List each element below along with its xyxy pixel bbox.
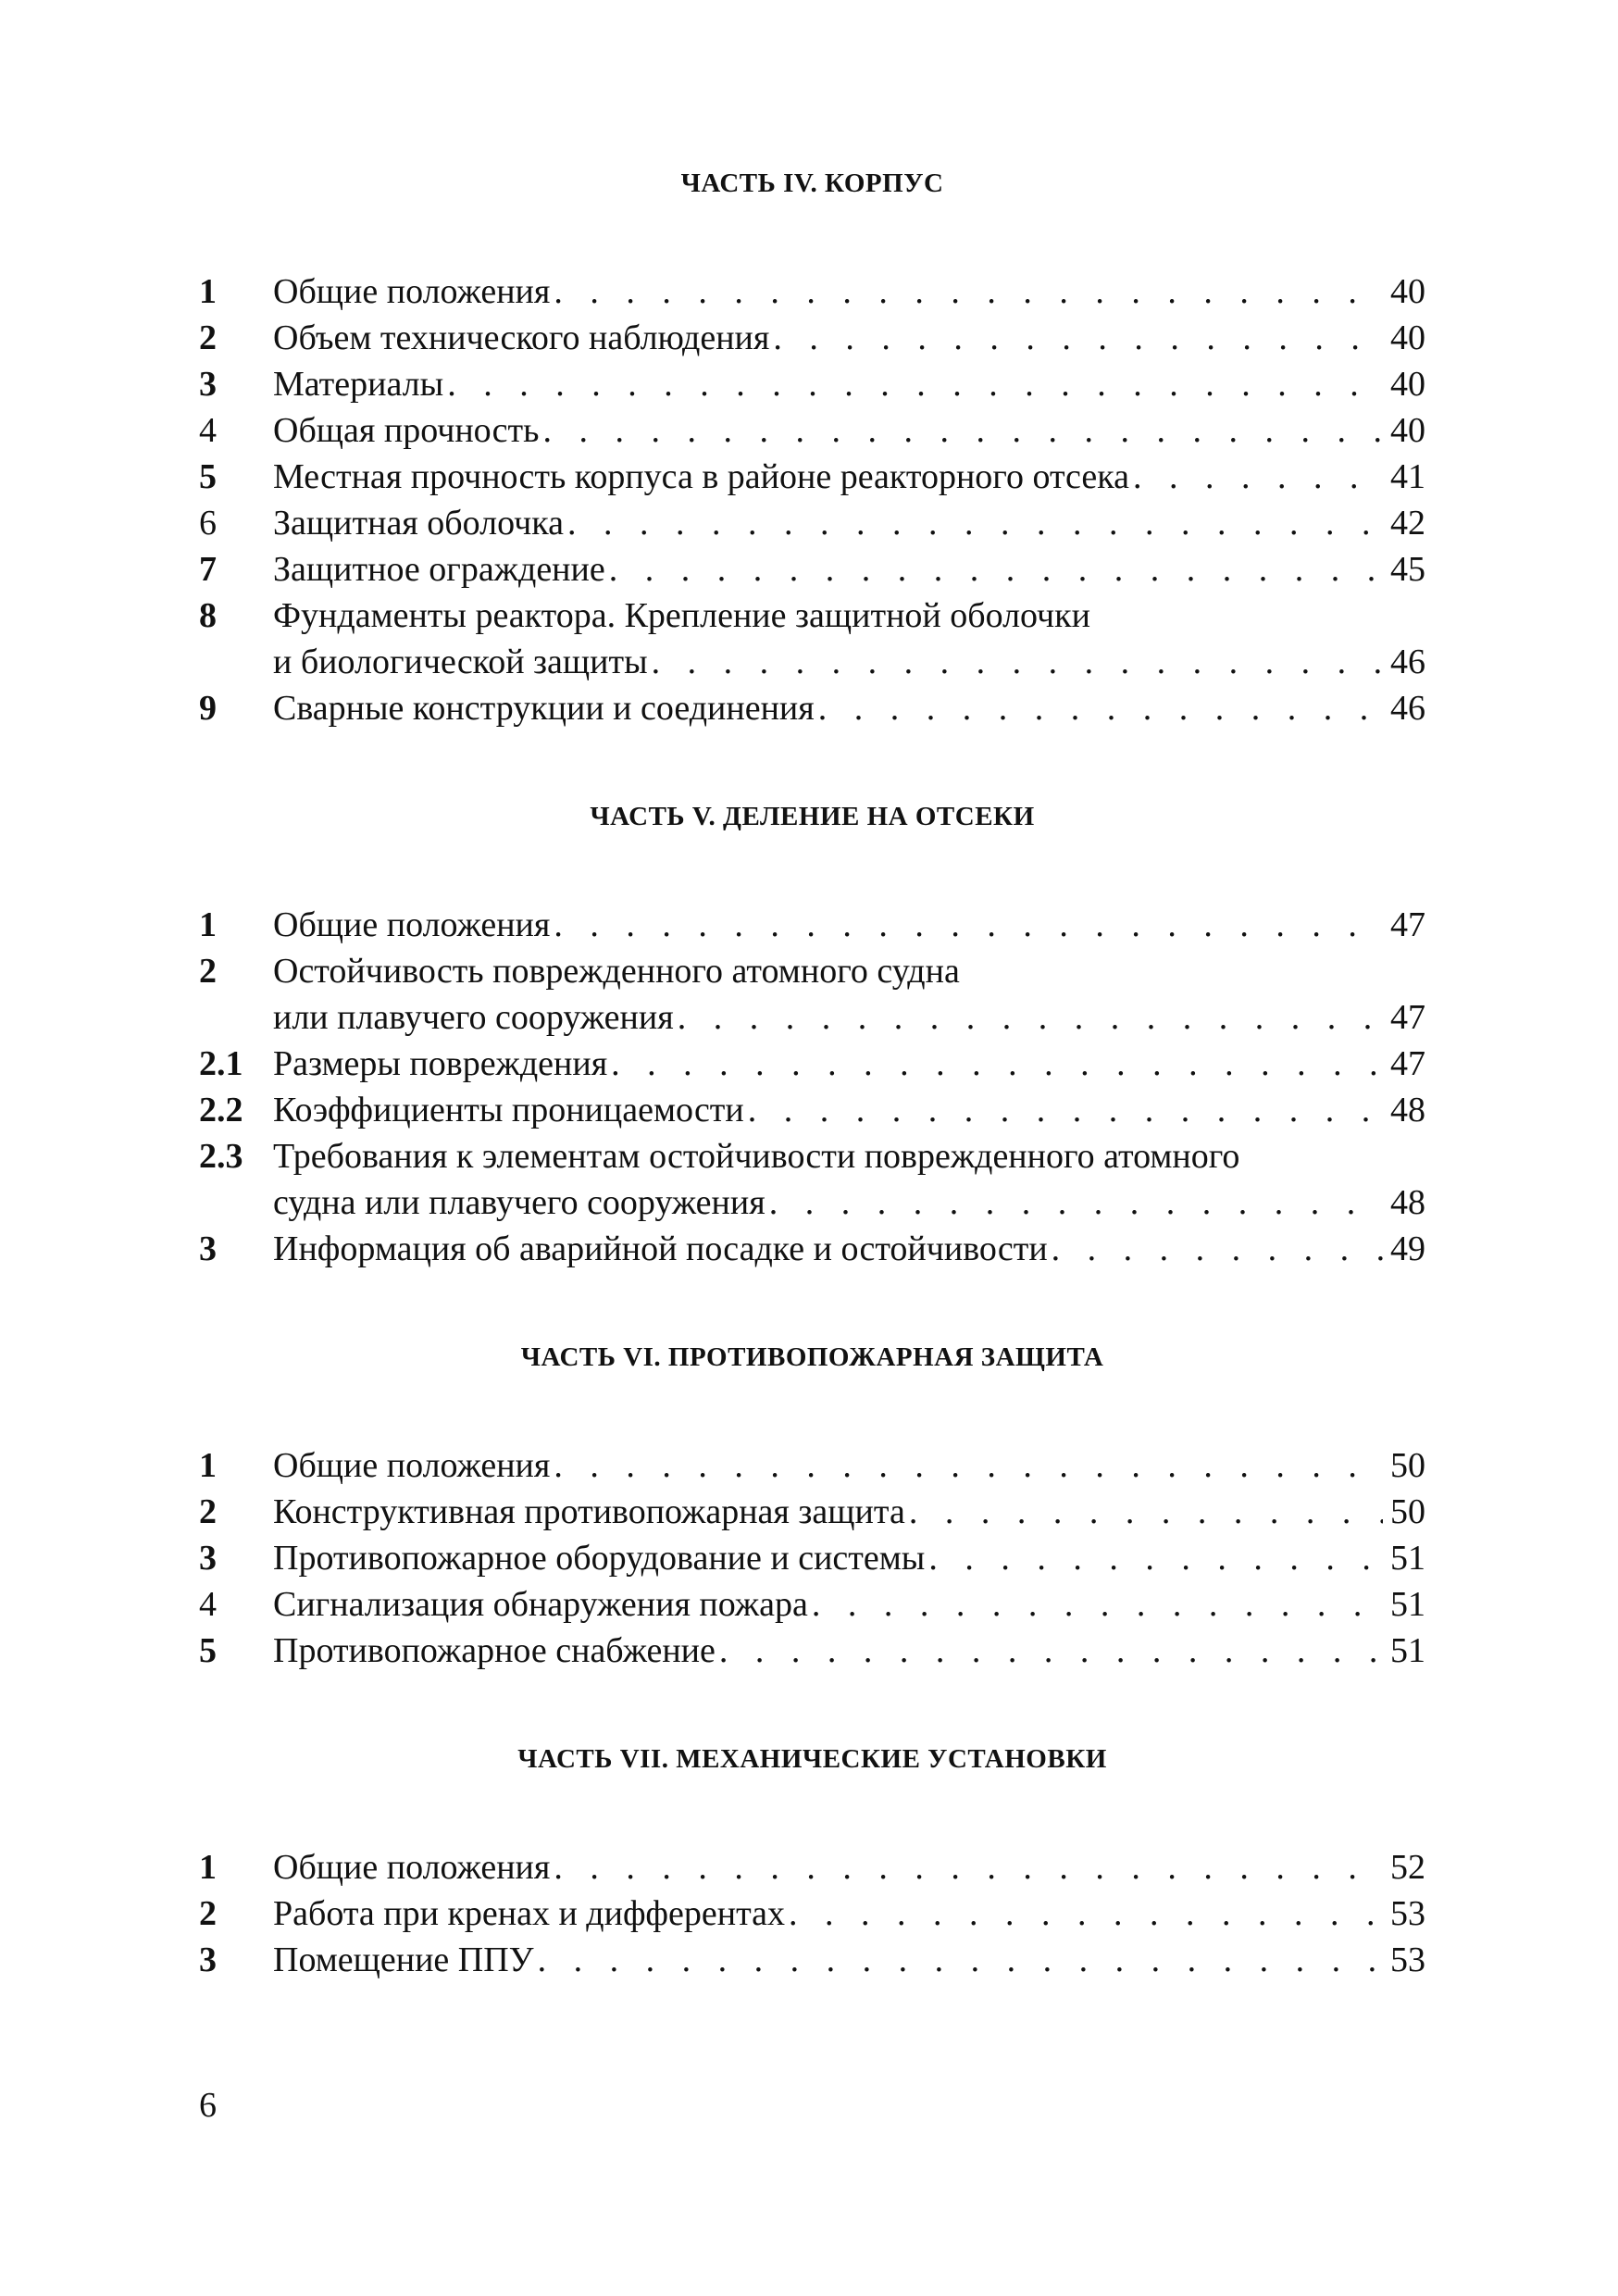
toc-entry-title: Информация об аварийной посадке и остойчивости xyxy=(273,1229,1048,1268)
toc-entry-body xyxy=(273,1087,1425,1133)
toc-entry-body xyxy=(273,1890,1425,1937)
toc-entry[interactable] xyxy=(199,454,1425,500)
toc-page-number: 40 xyxy=(1390,411,1425,450)
dot-leader xyxy=(678,994,1383,1041)
toc-entry-body xyxy=(273,1133,1425,1226)
dot-leader xyxy=(1133,454,1383,500)
toc-entry-number: 2.3 xyxy=(199,1137,243,1176)
toc-page-number: 48 xyxy=(1390,1183,1425,1222)
toc-entry[interactable] xyxy=(199,315,1425,361)
toc-entry-line xyxy=(273,1535,1425,1581)
toc-entry-number: 2 xyxy=(199,952,217,991)
toc-entry-line xyxy=(273,454,1425,500)
toc-page-number: 40 xyxy=(1390,272,1425,311)
toc-page-number: 48 xyxy=(1390,1091,1425,1129)
toc-entry-number: 8 xyxy=(199,596,217,635)
toc-entry-title: и биологической защиты xyxy=(273,643,648,681)
toc-entry-title: Общие положения xyxy=(273,1848,551,1887)
toc-entry[interactable] xyxy=(199,902,1425,948)
dot-leader xyxy=(812,1581,1383,1628)
dot-leader xyxy=(719,1628,1383,1674)
toc-entry-line xyxy=(273,1226,1425,1272)
toc-entry-title: или плавучего сооружения xyxy=(273,998,674,1037)
toc-entry-title: Объем технического наблюдения xyxy=(273,318,770,357)
toc-entry-title: Общая прочность xyxy=(273,411,540,450)
toc-entry[interactable] xyxy=(199,500,1425,546)
toc-part xyxy=(199,1339,1425,1674)
part-title: ЧАСТЬ V. ДЕЛЕНИЕ НА ОТСЕКИ xyxy=(590,802,1035,831)
toc-entry-body xyxy=(273,1581,1425,1628)
toc-entry[interactable] xyxy=(199,1087,1425,1133)
dot-leader xyxy=(554,1442,1383,1489)
toc-entry-line xyxy=(273,1628,1425,1674)
toc-entry-line xyxy=(273,1489,1425,1535)
toc-entry-body xyxy=(273,454,1425,500)
dot-leader xyxy=(818,685,1383,731)
toc-entry-number: 3 xyxy=(199,1940,217,1979)
toc-entry-body xyxy=(273,1442,1425,1489)
toc-page-number: 50 xyxy=(1390,1446,1425,1485)
toc-entry-title: Коэффициенты проницаемости xyxy=(273,1091,744,1129)
dot-leader xyxy=(542,407,1383,454)
toc-entry[interactable] xyxy=(199,948,1425,1041)
toc-entry-title: Остойчивость поврежденного атомного судна xyxy=(273,952,960,991)
toc-entry-line xyxy=(273,1179,1425,1226)
toc-page-number: 47 xyxy=(1390,998,1425,1037)
toc-entry[interactable] xyxy=(199,685,1425,731)
toc-entry-body xyxy=(273,500,1425,546)
part-title: ЧАСТЬ IV. КОРПУС xyxy=(680,168,944,198)
toc-entry-body xyxy=(273,407,1425,454)
toc-entry-line xyxy=(273,1844,1425,1890)
dot-leader xyxy=(748,1087,1383,1133)
dot-leader xyxy=(567,500,1383,546)
toc-entry-title: Общие положения xyxy=(273,1446,551,1485)
toc-page-number: 52 xyxy=(1390,1848,1425,1887)
toc-entry-line xyxy=(273,1581,1425,1628)
dot-leader xyxy=(609,546,1383,593)
toc-page-number: 49 xyxy=(1390,1229,1425,1268)
toc-entry[interactable] xyxy=(199,1581,1425,1628)
part-title: ЧАСТЬ VII. МЕХАНИЧЕСКИЕ УСТАНОВКИ xyxy=(517,1744,1107,1774)
toc-entry-number: 4 xyxy=(199,411,217,450)
toc-entry-body xyxy=(273,1844,1425,1890)
toc-entry-body xyxy=(273,685,1425,731)
dot-leader xyxy=(773,315,1383,361)
toc-entry-number: 1 xyxy=(199,905,217,944)
toc-page-number: 42 xyxy=(1390,504,1425,543)
toc-entry[interactable] xyxy=(199,1226,1425,1272)
toc-entry-line xyxy=(273,1133,1425,1179)
toc-entry-number: 2.1 xyxy=(199,1044,243,1083)
dot-leader xyxy=(554,268,1383,315)
toc-entry-title: Противопожарное оборудование и системы xyxy=(273,1539,926,1578)
dot-leader xyxy=(554,902,1383,948)
toc-entry-line xyxy=(273,407,1425,454)
toc-entry-title: Сварные конструкции и соединения xyxy=(273,689,815,728)
toc-entry[interactable] xyxy=(199,1041,1425,1087)
toc-page-number: 40 xyxy=(1390,318,1425,357)
toc-entry-body xyxy=(273,1628,1425,1674)
toc-part xyxy=(199,165,1425,731)
toc-entry-line xyxy=(273,361,1425,407)
table-of-contents xyxy=(199,165,1425,1983)
dot-leader xyxy=(789,1890,1383,1937)
toc-entry-body xyxy=(273,1041,1425,1087)
toc-entry-line xyxy=(273,902,1425,948)
toc-entry[interactable] xyxy=(199,268,1425,315)
toc-entry-title: Размеры повреждения xyxy=(273,1044,608,1083)
toc-entry-number: 2 xyxy=(199,1492,217,1531)
toc-entry-body xyxy=(273,1226,1425,1272)
toc-entry-number: 6 xyxy=(199,504,217,543)
toc-page-number: 51 xyxy=(1390,1585,1425,1624)
toc-page-number: 50 xyxy=(1390,1492,1425,1531)
toc-entry-title: Фундаменты реактора. Крепление защитной оболочки xyxy=(273,596,1090,635)
toc-page-number: 47 xyxy=(1390,1044,1425,1083)
toc-page-number: 53 xyxy=(1390,1940,1425,1979)
toc-entry-line xyxy=(273,1442,1425,1489)
toc-entry-title: Работа при кренах и дифферентах xyxy=(273,1894,786,1933)
part-title: ЧАСТЬ VI. ПРОТИВОПОЖАРНАЯ ЗАЩИТА xyxy=(520,1342,1104,1372)
toc-entry[interactable] xyxy=(199,546,1425,593)
toc-entry-line xyxy=(273,994,1425,1041)
toc-entry-body xyxy=(273,593,1425,685)
toc-entry-body xyxy=(273,1535,1425,1581)
toc-entry[interactable] xyxy=(199,1535,1425,1581)
toc-entry-line xyxy=(273,639,1425,685)
toc-entry-line xyxy=(273,1937,1425,1983)
toc-entry-line xyxy=(273,546,1425,593)
toc-entry-body xyxy=(273,1489,1425,1535)
dot-leader xyxy=(928,1535,1383,1581)
toc-entry-number: 2 xyxy=(199,318,217,357)
toc-entry-line xyxy=(273,268,1425,315)
toc-entry-line xyxy=(273,685,1425,731)
toc-entry[interactable] xyxy=(199,1442,1425,1489)
toc-entry-title: Общие положения xyxy=(273,905,551,944)
toc-entry[interactable] xyxy=(199,593,1425,685)
dot-leader xyxy=(769,1179,1383,1226)
toc-page-number: 40 xyxy=(1390,365,1425,404)
page-number: 6 xyxy=(199,2086,217,2125)
toc-entry-body xyxy=(273,315,1425,361)
toc-entry-title: Общие положения xyxy=(273,272,551,311)
toc-entry[interactable] xyxy=(199,1937,1425,1983)
toc-entry-body xyxy=(273,361,1425,407)
toc-entry-body xyxy=(273,1937,1425,1983)
toc-entry-title: Сигнализация обнаружения пожара xyxy=(273,1585,808,1624)
toc-entry-list xyxy=(199,1844,1425,1983)
toc-page-number: 46 xyxy=(1390,689,1425,728)
toc-entry-body xyxy=(273,948,1425,1041)
toc-entry[interactable] xyxy=(199,1628,1425,1674)
toc-entry-number: 3 xyxy=(199,365,217,404)
toc-entry-title: Защитная оболочка xyxy=(273,504,564,543)
toc-page-number: 41 xyxy=(1390,457,1425,496)
toc-entry-line xyxy=(273,593,1425,639)
dot-leader xyxy=(538,1937,1383,1983)
toc-entry-line xyxy=(273,1890,1425,1937)
toc-page-number: 51 xyxy=(1390,1539,1425,1578)
dot-leader xyxy=(652,639,1383,685)
toc-entry-number: 9 xyxy=(199,689,217,728)
toc-entry-number: 3 xyxy=(199,1539,217,1578)
toc-entry-line xyxy=(273,948,1425,994)
dot-leader xyxy=(447,361,1383,407)
toc-page-number: 51 xyxy=(1390,1631,1425,1670)
dot-leader xyxy=(554,1844,1383,1890)
toc-entry-number: 1 xyxy=(199,272,217,311)
toc-entry-title: Защитное ограждение xyxy=(273,550,605,589)
toc-entry-title: Помещение ППУ xyxy=(273,1940,534,1979)
toc-entry-number: 4 xyxy=(199,1585,217,1624)
dot-leader xyxy=(611,1041,1383,1087)
toc-entry-line xyxy=(273,500,1425,546)
toc-entry-number: 5 xyxy=(199,457,217,496)
toc-entry-line xyxy=(273,1087,1425,1133)
toc-page-number: 47 xyxy=(1390,905,1425,944)
toc-entry-body xyxy=(273,902,1425,948)
toc-entry-line xyxy=(273,1041,1425,1087)
toc-entry-body xyxy=(273,546,1425,593)
toc-entry-number: 1 xyxy=(199,1446,217,1485)
toc-entry-number: 5 xyxy=(199,1631,217,1670)
toc-entry-line xyxy=(273,315,1425,361)
toc-entry-title: судна или плавучего сооружения xyxy=(273,1183,765,1222)
toc-entry[interactable] xyxy=(199,407,1425,454)
toc-entry-list xyxy=(199,902,1425,1272)
toc-page-number: 46 xyxy=(1390,643,1425,681)
toc-entry[interactable] xyxy=(199,1844,1425,1890)
toc-entry-title: Материалы xyxy=(273,365,444,404)
toc-entry-number: 2.2 xyxy=(199,1091,243,1129)
toc-entry-list xyxy=(199,268,1425,731)
toc-entry-title: Местная прочность корпуса в районе реакторного отсека xyxy=(273,457,1129,496)
toc-entry-number: 7 xyxy=(199,550,217,589)
toc-entry-title: Противопожарное снабжение xyxy=(273,1631,716,1670)
toc-part xyxy=(199,798,1425,1272)
toc-page-number: 45 xyxy=(1390,550,1425,589)
toc-entry[interactable] xyxy=(199,1890,1425,1937)
dot-leader xyxy=(909,1489,1383,1535)
toc-entry-list xyxy=(199,1442,1425,1674)
toc-entry[interactable] xyxy=(199,1133,1425,1226)
toc-part xyxy=(199,1741,1425,1983)
toc-entry[interactable] xyxy=(199,361,1425,407)
toc-page-number: 53 xyxy=(1390,1894,1425,1933)
toc-entry[interactable] xyxy=(199,1489,1425,1535)
toc-entry-title: Конструктивная противопожарная защита xyxy=(273,1492,905,1531)
toc-entry-number: 2 xyxy=(199,1894,217,1933)
toc-entry-number: 3 xyxy=(199,1229,217,1268)
toc-entry-body xyxy=(273,268,1425,315)
dot-leader xyxy=(1052,1226,1383,1272)
toc-entry-title: Требования к элементам остойчивости поврежденного атомного xyxy=(273,1137,1240,1176)
toc-entry-number: 1 xyxy=(199,1848,217,1887)
